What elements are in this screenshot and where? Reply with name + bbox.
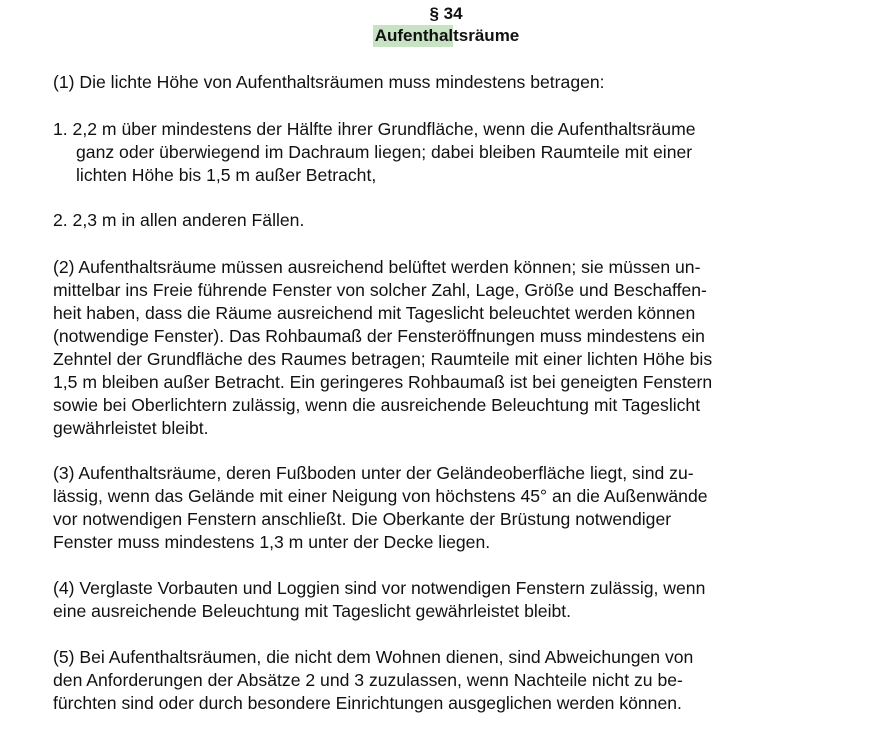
- paragraph-1: [53, 71, 605, 94]
- paragraph-line: 2. 2,3 m in allen anderen Fällen.: [53, 210, 305, 230]
- list-item-1: [53, 118, 696, 187]
- paragraph-line: (notwendige Fenster). Das Rohbaumaß der Fensteröffnungen muss mindestens ein: [53, 326, 705, 346]
- paragraph-line: lässig, wenn das Gelände mit einer Neigung von höchstens 45° an die Außenwände: [53, 486, 708, 506]
- paragraph-line: lichten Höhe bis 1,5 m außer Betracht,: [76, 165, 377, 185]
- paragraph-5: [53, 646, 693, 715]
- paragraph-line: (1) Die lichte Höhe von Aufenthaltsräumen muss mindestens betragen:: [53, 72, 605, 92]
- section-number: § 34: [429, 4, 463, 23]
- paragraph-line: eine ausreichende Beleuchtung mit Tageslicht gewährleistet bleibt.: [53, 601, 572, 621]
- section-title: [0, 26, 892, 46]
- paragraph-line: (3) Aufenthaltsräume, deren Fußboden unter der Geländeoberfläche liegt, sind zu-: [53, 463, 694, 483]
- paragraph-line: vor notwendigen Fenstern anschließt. Die Oberkante der Brüstung notwendiger: [53, 509, 672, 529]
- paragraph-line: 1,5 m bleiben außer Betracht. Ein geringeres Rohbaumaß ist bei geneigten Fenstern: [53, 372, 713, 392]
- paragraph-4: [53, 577, 705, 623]
- paragraph-line: fürchten sind oder durch besondere Einrichtungen ausgeglichen werden können.: [53, 693, 682, 713]
- paragraph-3: [53, 462, 708, 554]
- paragraph-line: (4) Verglaste Vorbauten und Loggien sind vor notwendigen Fenstern zulässig, wenn: [53, 578, 706, 598]
- paragraph-line: Fenster muss mindestens 1,3 m unter der Decke liegen.: [53, 532, 491, 552]
- paragraph-line: Zehntel der Grundfläche des Raumes betragen; Raumteile mit einer lichten Höhe bis: [53, 349, 713, 369]
- paragraph-2: [53, 256, 712, 440]
- paragraph-line: (5) Bei Aufenthaltsräumen, die nicht dem Wohnen dienen, sind Abweichungen von: [53, 647, 694, 667]
- paragraph-line: gewährleistet bleibt.: [53, 418, 209, 438]
- paragraph-line: 1. 2,2 m über mindestens der Hälfte ihrer Grundfläche, wenn die Aufenthaltsräume: [53, 119, 696, 139]
- title-rest-text: tsräume: [453, 26, 520, 45]
- paragraph-line: mittelbar ins Freie führende Fenster von solcher Zahl, Lage, Größe und Beschaffen-: [53, 280, 707, 300]
- title-highlighted-text: Aufenthal: [374, 26, 454, 45]
- paragraph-line: ganz oder überwiegend im Dachraum liegen; dabei bleiben Raumteile mit einer: [76, 142, 693, 162]
- paragraph-line: (2) Aufenthaltsräume müssen ausreichend belüftet werden können; sie müssen un-: [53, 257, 701, 277]
- list-item-2: [53, 209, 304, 232]
- paragraph-line: den Anforderungen der Absätze 2 und 3 zuzulassen, wenn Nachteile nicht zu be-: [53, 670, 683, 690]
- paragraph-line: heit haben, dass die Räume ausreichend mit Tageslicht beleuchtet werden können: [53, 303, 696, 323]
- paragraph-line: sowie bei Oberlichtern zulässig, wenn die ausreichende Beleuchtung mit Tageslicht: [53, 395, 701, 415]
